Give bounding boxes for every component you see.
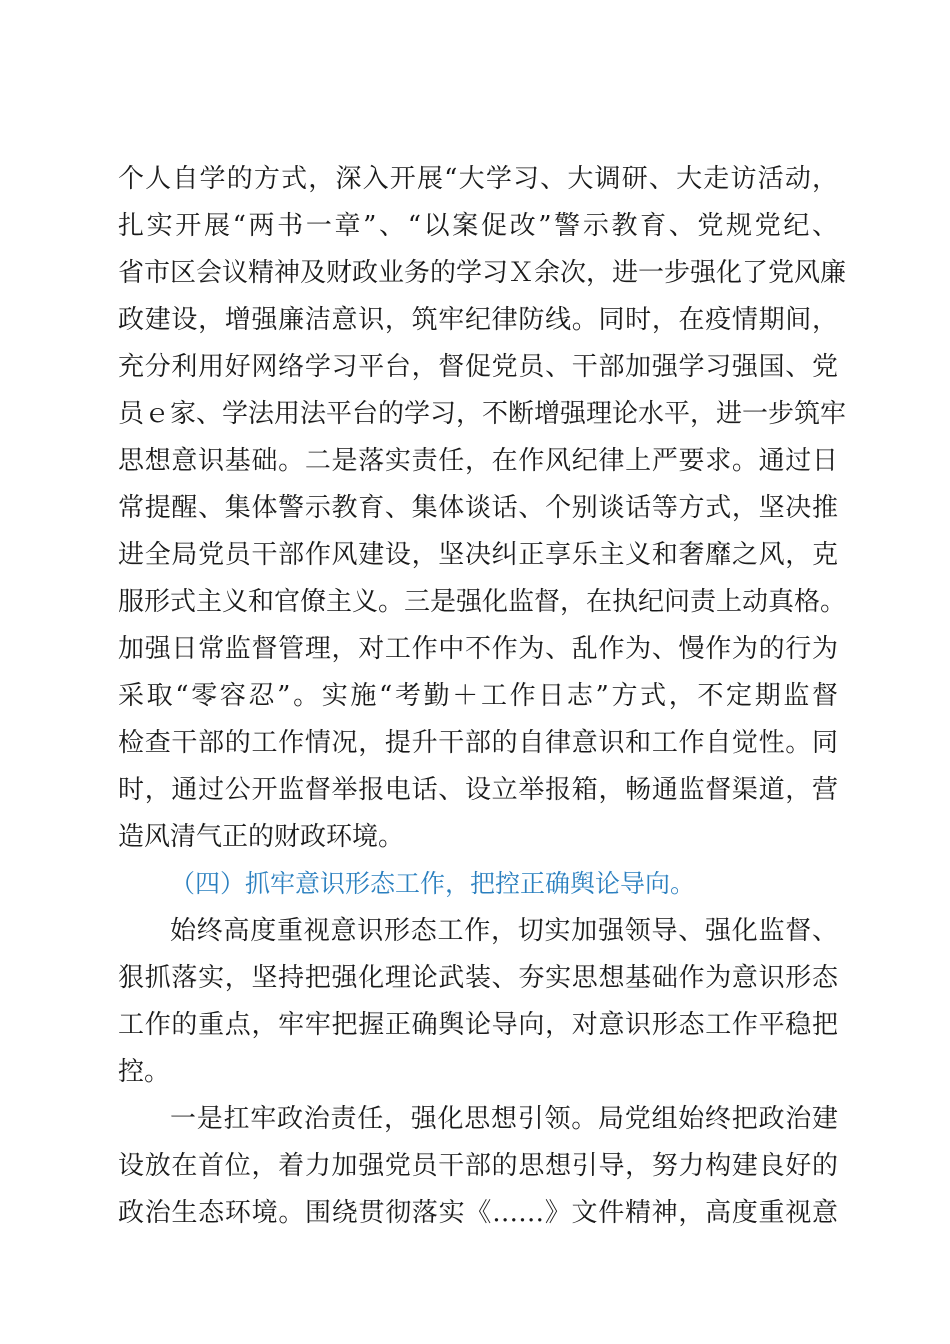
paragraph-1-line-6: 员ｅ家、学法用法平台的学习，不断增强理论水平，进一步筑牢 [118, 399, 847, 429]
paragraph-1-line-1: 个人自学的方式，深入开展“大学习、大调研、大走访活动， [118, 164, 838, 194]
paragraph-2-line-3: 工作的重点，牢牢把握正确舆论导向，对意识形态工作平稳把 [118, 1010, 838, 1040]
paragraph-1-line-11: 加强日常监督管理，对工作中不作为、乱作为、慢作为的行为 [118, 634, 838, 664]
paragraph-3-line-3: 政治生态环境。围绕贯彻落实《……》文件精神，高度重视意 [118, 1198, 838, 1228]
paragraph-2-line-2: 狠抓落实，坚持把强化理论武装、夯实思想基础作为意识形态 [118, 963, 838, 993]
section-heading: （四）抓牢意识形态工作，把控正确舆论导向。 [170, 869, 696, 898]
paragraph-1-line-2: 扎实开展“两书一章”、“以案促改”警示教育、党规党纪、 [118, 211, 838, 241]
paragraph-1-line-10: 服形式主义和官僚主义。三是强化监督，在执纪问责上动真格。 [118, 587, 847, 617]
paragraph-3-line-1: 一是扛牢政治责任，强化思想引领。局党组始终把政治建 [170, 1104, 838, 1134]
paragraph-1-line-5: 充分利用好网络学习平台，督促党员、干部加强学习强国、党 [118, 352, 838, 382]
paragraph-2-line-4: 控。 [118, 1057, 171, 1087]
paragraph-2-line-1: 始终高度重视意识形态工作，切实加强领导、强化监督、 [170, 916, 838, 946]
paragraph-1-line-14: 时，通过公开监督举报电话、设立举报箱，畅通监督渠道，营 [118, 775, 838, 805]
paragraph-1-line-4: 政建设，增强廉洁意识，筑牢纪律防线。同时，在疫情期间， [118, 305, 838, 335]
paragraph-1-line-13: 检查干部的工作情况，提升干部的自律意识和工作自觉性。同 [118, 728, 838, 758]
paragraph-1-line-3: 省市区会议精神及财政业务的学习Ｘ余次，进一步强化了党风廉 [118, 258, 847, 288]
paragraph-1-line-15: 造风清气正的财政环境。 [118, 822, 405, 852]
paragraph-1-line-9: 进全局党员干部作风建设，坚决纠正享乐主义和奢靡之风，克 [118, 540, 838, 570]
paragraph-1-line-8: 常提醒、集体警示教育、集体谈话、个别谈话等方式，坚决推 [118, 493, 838, 523]
paragraph-1-line-7: 思想意识基础。二是落实责任，在作风纪律上严要求。通过日 [118, 446, 838, 476]
paragraph-3-line-2: 设放在首位，着力加强党员干部的思想引导，努力构建良好的 [118, 1151, 838, 1181]
paragraph-1-line-12: 采取“零容忍”。实施“考勤＋工作日志”方式，不定期监督 [118, 681, 838, 711]
